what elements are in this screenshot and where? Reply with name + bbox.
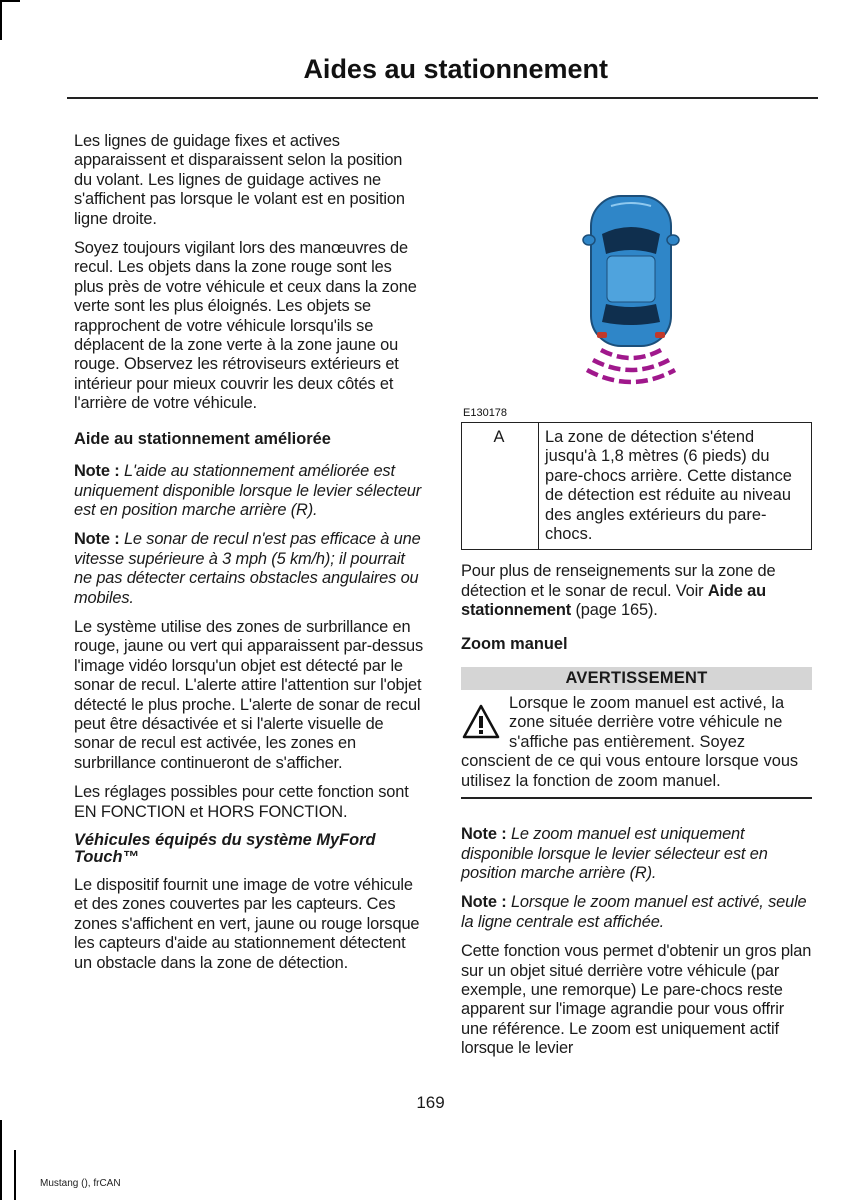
paragraph-guidelines: Les lignes de guidage fixes et actives apparaissent et disparaissent selon la position du volant. Les lignes de guidage actives ne s'affichent pas lorsque le volant est en position ligne droite. xyxy=(74,132,405,228)
warning-triangle-icon xyxy=(461,702,501,742)
legend-text: La zone de détection s'étend jusqu'à 1,8 mètres (6 pieds) du pare-chocs arrière. Cette distance de détection est réduite au niveau des angles extérieurs du pare-chocs. xyxy=(539,423,812,550)
page-number: 169 xyxy=(416,1093,445,1112)
paragraph-device-image: Le dispositif fournit une image de votre véhicule et des zones couvertes par les capteurs. Ces zones s'affichent en vert, jaune ou rouge lorsque les capteurs d'aide au stationnement détectent un obstacle dans la zone de détection. xyxy=(74,876,420,972)
crop-mark-bottom-left xyxy=(14,1150,16,1200)
crop-mark-top-left-h xyxy=(0,0,20,2)
note-label: Note : xyxy=(74,462,120,481)
paragraph-zoom-function: Cette fonction vous permet d'obtenir un gros plan sur un objet situé derrière votre véhicule (par exemple, une remorque) Le pare-chocs reste apparent sur l'image agrandie pour vous offrir une référence. Le zoom est uniquement actif lorsque le levier xyxy=(461,942,812,1058)
warning-text: Lorsque le zoom manuel est activé, la zone située derrière votre véhicule ne s'affiche pas entièrement. Soyez conscient de ce qui vous entoure lorsque vous utilisez la fonction de zoom manuel. xyxy=(461,694,799,790)
note-speed xyxy=(74,530,424,608)
heading-manual-zoom: Zoom manuel xyxy=(461,634,568,653)
note-label: Note : xyxy=(461,893,507,912)
note-label: Note : xyxy=(461,825,507,844)
right-column xyxy=(461,132,812,1059)
paragraph-highlight-zones: Le système utilise des zones de surbrillance en rouge, jaune ou vert qui apparaissent par-dessus l'image vidéo lorsqu'un objet est détecté par le sonar de recul. L'alerte attire l'attention sur l'objet détecté le plus proche. L'alerte de sonar de recul peut être désactivée et si l'alerte visuelle de sonar de recul est activée, les zones en surbrillance continueront de s'afficher. xyxy=(74,617,424,772)
cross-reference-link[interactable]: Aide au stationnement xyxy=(461,581,766,620)
warning-box xyxy=(461,694,812,799)
note-center-line xyxy=(461,893,812,932)
note-manual-zoom-availability xyxy=(461,825,812,883)
left-column xyxy=(74,132,424,983)
note-availability xyxy=(74,462,424,520)
page-title: Aides au stationnement xyxy=(303,54,608,84)
note-text: Le zoom manuel est uniquement disponible lorsque le levier sélecteur est en position marche arrière (R). xyxy=(461,825,768,882)
note-text: Le sonar de recul n'est pas efficace à une vitesse supérieure à 3 mph (5 km/h); il pourrait ne pas détecter certains obstacles angulaires ou mobiles. xyxy=(74,530,421,607)
note-text: L'aide au stationnement améliorée est uniquement disponible lorsque le levier sélecteur est en position marche arrière (R). xyxy=(74,462,422,519)
more-info-text: Pour plus de renseignements sur la zone de détection et le sonar de recul. Voir xyxy=(461,562,776,600)
legend-table xyxy=(461,422,812,550)
table-row xyxy=(462,423,812,550)
page-reference: (page 165). xyxy=(571,601,658,620)
crop-mark-bottom-left-v xyxy=(0,1120,2,1200)
paragraph-more-info xyxy=(461,562,812,620)
footer-text: Mustang (), frCAN xyxy=(40,1178,121,1189)
crop-mark-top-left xyxy=(0,0,2,40)
note-label: Note : xyxy=(74,530,120,549)
parking-sensor-figure xyxy=(461,132,812,422)
legend-key: A xyxy=(462,423,539,550)
heading-myford-touch: Véhicules équipés du système MyFord Touch™ xyxy=(74,831,376,866)
figure-label: E130178 xyxy=(463,407,508,419)
heading-enhanced-park-aid: Aide au stationnement améliorée xyxy=(74,429,331,448)
header-divider xyxy=(67,97,818,99)
paragraph-vigilance: Soyez toujours vigilant lors des manœuvres de recul. Les objets dans la zone rouge sont les plus près de votre véhicule et ceux dans la zone verte sont les plus éloignés. Les objets se rapprochent de votre véhicule lorsqu'ils se déplacent de la zone verte à la zone jaune ou rouge. Observez les rétroviseurs extérieurs et intérieur pour mieux couvrir les deux côtés et l'arrière de votre véhicule. xyxy=(74,239,417,413)
paragraph-settings: Les réglages possibles pour cette fonction sont EN FONCTION et HORS FONCTION. xyxy=(74,783,409,821)
warning-header: AVERTISSEMENT xyxy=(461,667,812,690)
car-top-view-icon xyxy=(461,132,812,402)
note-text: Lorsque le zoom manuel est activé, seule la ligne centrale est affichée. xyxy=(461,893,807,931)
